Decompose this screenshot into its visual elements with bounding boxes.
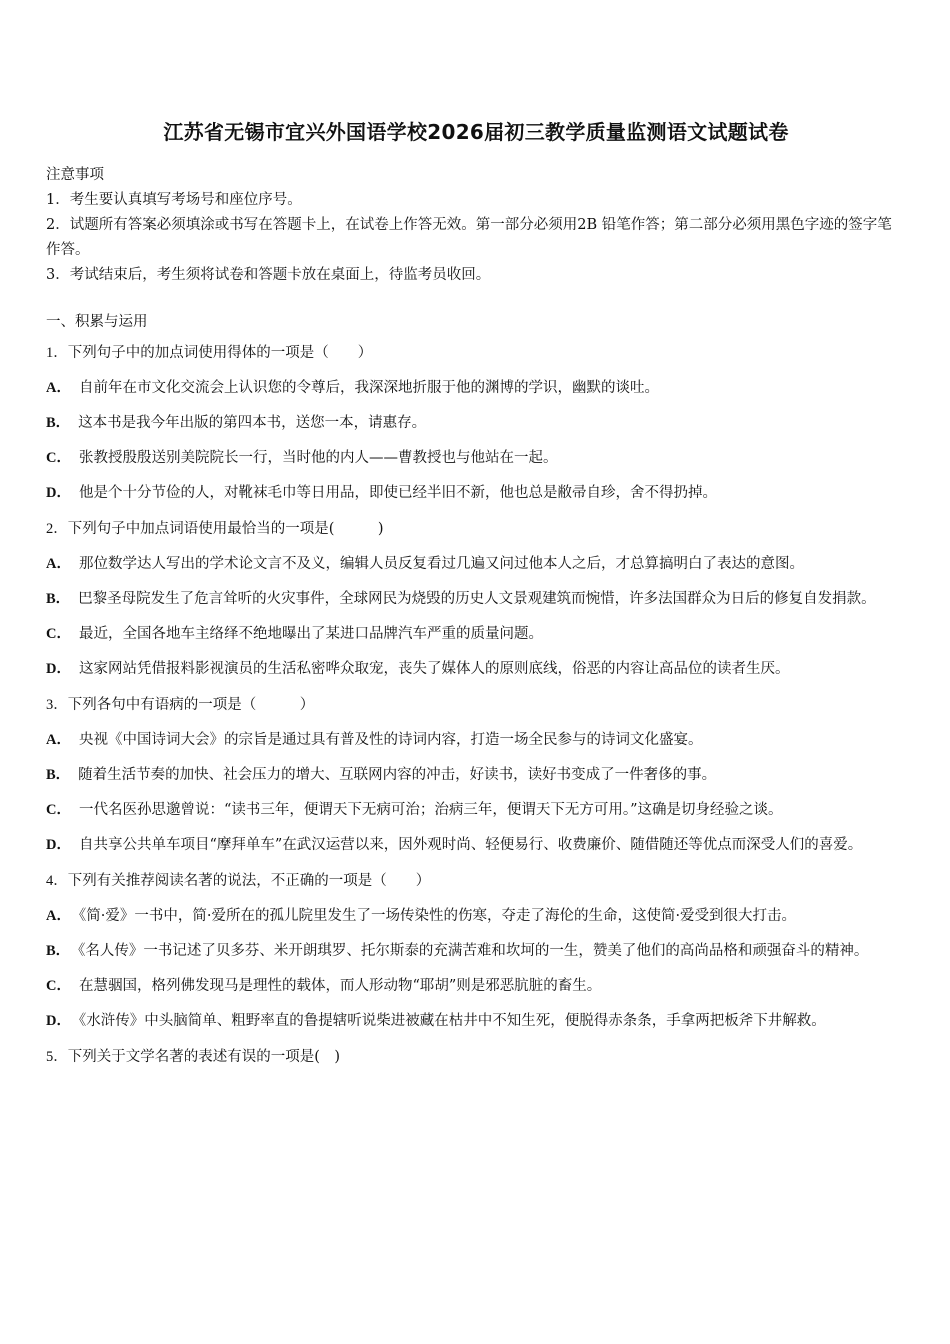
question-stem bbox=[46, 512, 906, 547]
question-number: 4 bbox=[46, 873, 54, 889]
option-letter: A． bbox=[46, 908, 71, 924]
question-text: 下列句子中的加点词使用得体的一项是（ ） bbox=[67, 345, 373, 361]
answer-option bbox=[46, 1004, 906, 1039]
option-letter: C． bbox=[46, 978, 71, 994]
option-text: 张教授殷殷送别美院院长一行，当时他的内人——曹教授也与他站在一起。 bbox=[78, 450, 558, 466]
answer-option bbox=[46, 617, 906, 652]
answer-option bbox=[46, 476, 906, 511]
option-letter: B． bbox=[46, 591, 71, 607]
option-text: 《水浒传》中头脑简单、粗野率直的鲁提辖听说柴进被藏在枯井中不知生死，便脱得赤条条，手拿两把板斧下井解救。 bbox=[78, 1013, 826, 1029]
answer-option bbox=[46, 934, 906, 969]
option-text: 一代名医孙思邈曾说：“读书三年，便谓天下无病可治；治病三年，便谓天下无方可用。”这确是切身经验之谈。 bbox=[78, 802, 783, 818]
question-number: 5 bbox=[46, 1049, 54, 1065]
notes-rule: 1．考生要认真填写考场号和座位序号。 bbox=[46, 192, 302, 208]
answer-option bbox=[46, 793, 906, 828]
question-block bbox=[46, 512, 906, 687]
option-text: 《名人传》一书记述了贝多芬、米开朗琪罗、托尔斯泰的充满苦难和坎坷的一生，赞美了他们的高尚品格和顽强奋斗的精神。 bbox=[78, 943, 869, 959]
question-text: 下列句子中加点词语使用最恰当的一项是( ) bbox=[67, 521, 384, 537]
answer-option bbox=[46, 371, 906, 406]
option-text: 《简·爱》一书中，简·爱所在的孤儿院里发生了一场传染性的伤寒，夺走了海伦的生命，这使简·爱受到很大打击。 bbox=[78, 908, 797, 924]
option-letter: C． bbox=[46, 802, 71, 818]
question-block bbox=[46, 688, 906, 863]
exam-title: 江苏省无锡市宜兴外国语学校2026届初三教学质量监测语文试题试卷 bbox=[163, 120, 789, 144]
question-number-dot: ． bbox=[53, 521, 68, 537]
option-text: 最近，全国各地车主络绎不绝地曝出了某进口品牌汽车严重的质量问题。 bbox=[78, 626, 543, 642]
notes-rule: 2．试题所有答案必须填涂或书写在答题卡上，在试卷上作答无效。第一部分必须用2B 铅笔作答；第二部分必须用黑色字迹的签字笔作答。 bbox=[46, 217, 892, 258]
option-text: 巴黎圣母院发生了危言耸听的火灾事件，全球网民为烧毁的历史人文景观建筑而惋惜，许多法国群众为日后的修复自发捐款。 bbox=[78, 591, 876, 607]
question-number-dot: ． bbox=[53, 1049, 68, 1065]
notes-heading: 注意事项 bbox=[46, 167, 104, 183]
question-block bbox=[46, 1040, 906, 1075]
option-letter: D． bbox=[46, 837, 71, 853]
option-text: 在慧骃国，格列佛发现马是理性的载体，而人形动物“耶胡”则是邪恶肮脏的畜生。 bbox=[78, 978, 602, 994]
option-letter: D． bbox=[46, 1013, 71, 1029]
answer-option bbox=[46, 652, 906, 687]
option-text: 这本书是我今年出版的第四本书，送您一本，请惠存。 bbox=[78, 415, 427, 431]
question-number: 1 bbox=[46, 345, 54, 361]
answer-option bbox=[46, 969, 906, 1004]
question-text: 下列关于文学名著的表述有误的一项是( ) bbox=[67, 1049, 341, 1065]
question-stem bbox=[46, 336, 906, 371]
question-number-dot: ． bbox=[53, 697, 68, 713]
question-text: 下列有关推荐阅读名著的说法，不正确的一项是（ ） bbox=[67, 873, 431, 889]
answer-option bbox=[46, 441, 906, 476]
option-text: 这家网站凭借报料影视演员的生活私密哗众取宠，丧失了媒体人的原则底线，俗恶的内容让高品位的读者生厌。 bbox=[78, 661, 790, 677]
answer-option bbox=[46, 828, 906, 863]
option-letter: C． bbox=[46, 450, 71, 466]
question-stem bbox=[46, 1040, 906, 1075]
option-text: 央视《中国诗词大会》的宗旨是通过具有普及性的诗词内容，打造一场全民参与的诗词文化盛宴。 bbox=[78, 732, 703, 748]
notes-block bbox=[46, 163, 906, 288]
option-text: 自共享公共单车项目“摩拜单车”在武汉运营以来，因外观时尚、轻便易行、收费廉价、随借随还等优点而深受人们的喜爱。 bbox=[78, 837, 863, 853]
option-text: 自前年在市文化交流会上认识您的令尊后，我深深地折服于他的渊博的学识，幽默的谈吐。 bbox=[78, 380, 659, 396]
option-text: 他是个十分节俭的人，对靴袜毛巾等日用品，即使已经半旧不新，他也总是敝帚自珍，舍不得扔掉。 bbox=[78, 485, 717, 501]
option-letter: C． bbox=[46, 626, 71, 642]
question-list bbox=[46, 336, 906, 1075]
option-letter: B． bbox=[46, 943, 71, 959]
answer-option bbox=[46, 758, 906, 793]
question-number: 3 bbox=[46, 697, 54, 713]
option-letter: A． bbox=[46, 380, 71, 396]
question-text: 下列各句中有语病的一项是（ ） bbox=[67, 697, 315, 713]
option-letter: B． bbox=[46, 415, 71, 431]
answer-option bbox=[46, 723, 906, 758]
option-text: 那位数学达人写出的学术论文言不及义，编辑人员反复看过几遍又问过他本人之后，才总算搞明白了表达的意图。 bbox=[78, 556, 804, 572]
answer-option bbox=[46, 406, 906, 441]
option-letter: D． bbox=[46, 661, 71, 677]
option-letter: D． bbox=[46, 485, 71, 501]
answer-option bbox=[46, 547, 906, 582]
question-number: 2 bbox=[46, 521, 54, 537]
notes-rule: 3．考试结束后，考生须将试卷和答题卡放在桌面上，待监考员收回。 bbox=[46, 267, 491, 283]
question-block bbox=[46, 336, 906, 511]
question-stem bbox=[46, 688, 906, 723]
option-letter: B． bbox=[46, 767, 71, 783]
option-letter: A． bbox=[46, 556, 71, 572]
question-number-dot: ． bbox=[53, 873, 68, 889]
question-stem bbox=[46, 864, 906, 899]
question-block bbox=[46, 864, 906, 1039]
option-text: 随着生活节奏的加快、社会压力的增大、互联网内容的冲击，好读书，读好书变成了一件奢侈的事。 bbox=[78, 767, 717, 783]
section-heading: 一、积累与运用 bbox=[46, 314, 148, 330]
option-letter: A． bbox=[46, 732, 71, 748]
answer-option bbox=[46, 582, 906, 617]
answer-option bbox=[46, 899, 906, 934]
question-number-dot: ． bbox=[53, 345, 68, 361]
